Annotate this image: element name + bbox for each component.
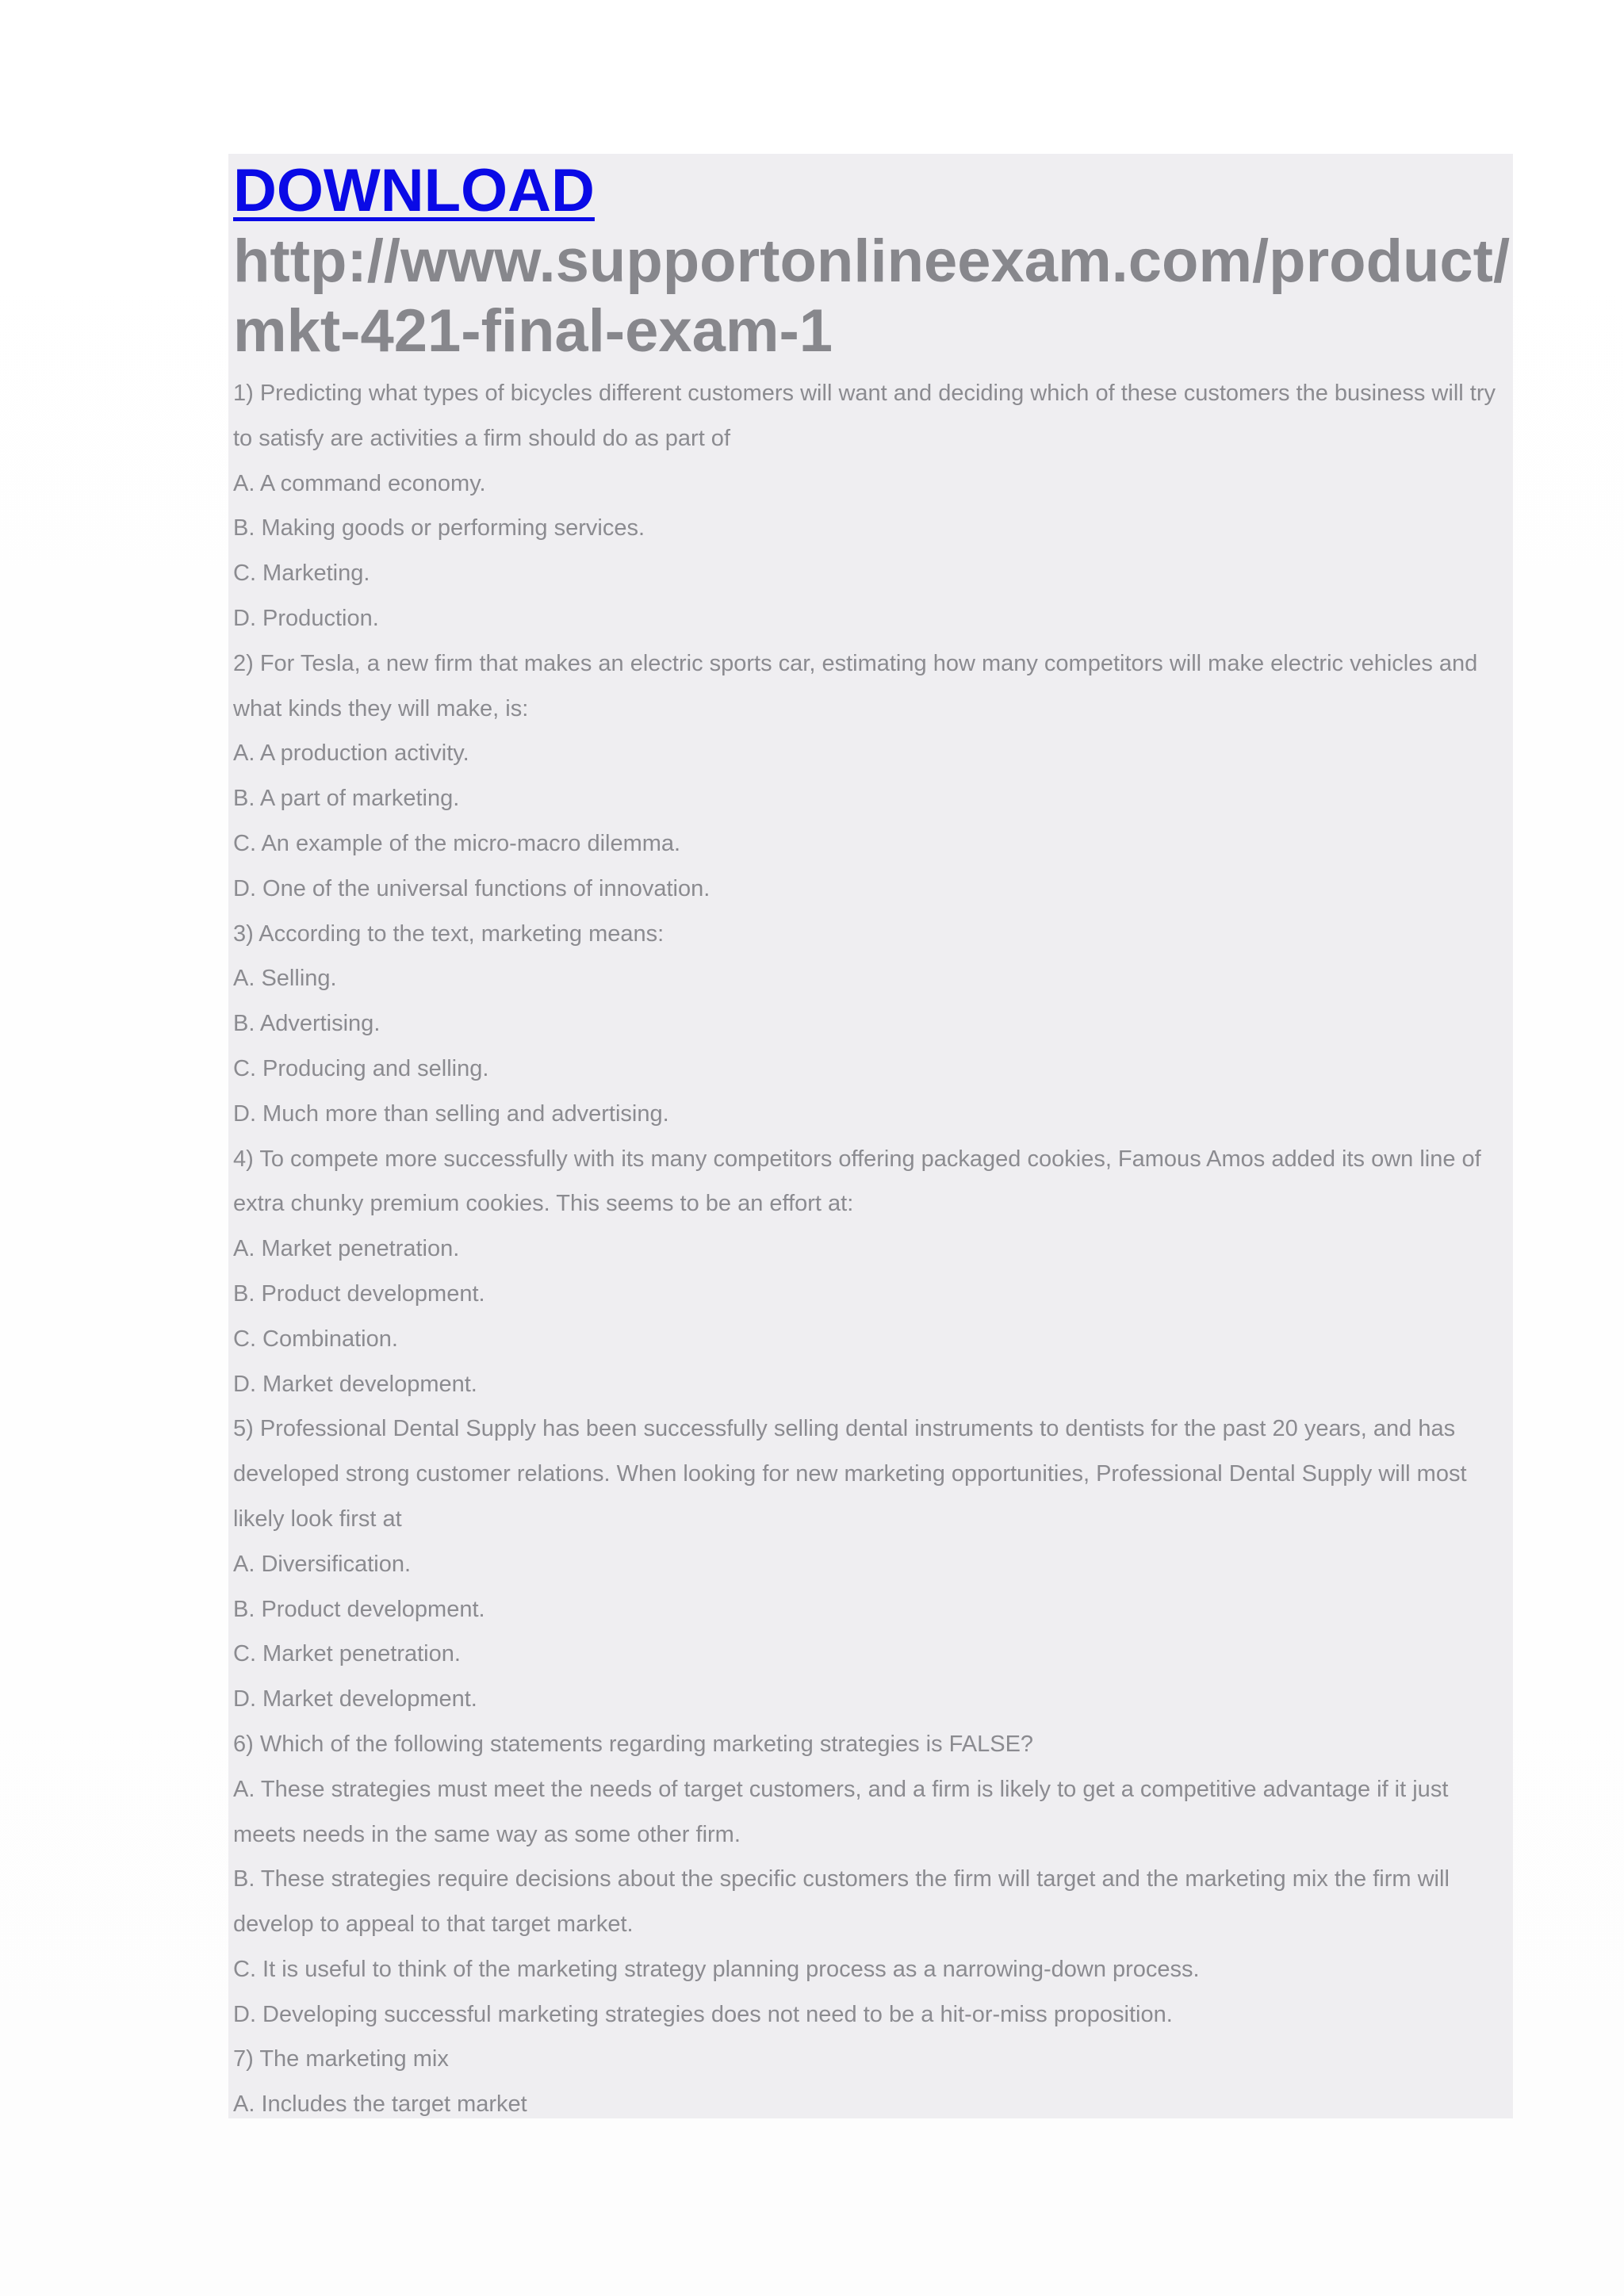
answer-option: D. Market development. [233, 1686, 477, 1712]
question-text: 7) The marketing mix [233, 2046, 449, 2072]
answer-option: D. Much more than selling and advertising. [233, 1100, 669, 1127]
question-text: 5) Professional Dental Supply has been successfully selling dental instruments to dentists for the past 20 years, and has developed strong customer relations. When looking for new marketing opportunities, Professional Dental Supply will most likely look first at [233, 1416, 1467, 1532]
answer-option: B. A part of marketing. [233, 786, 460, 812]
answer-option: B. Product development. [233, 1596, 485, 1622]
answer-option: D. Production. [233, 605, 379, 631]
product-url-line-1: http://www.supportonlineexam.com/product/ [233, 228, 1511, 295]
product-url-title [233, 227, 1511, 366]
answer-option: A. Selling. [233, 966, 337, 992]
answer-option: D. Market development. [233, 1371, 477, 1397]
answer-option: D. Developing successful marketing strategies does not need to be a hit-or-miss proposition. [233, 2001, 1173, 2027]
answer-option: C. An example of the micro-macro dilemma. [233, 830, 681, 856]
product-url-line-2: mkt-421-final-exam-1 [233, 297, 833, 365]
question-6 [233, 1722, 1511, 2038]
document-inner [233, 154, 1511, 2127]
answer-option: B. Product development. [233, 1280, 485, 1307]
question-text: 1) Predicting what types of bicycles different customers will want and deciding which of these customers the business will try to satisfy are activities a firm should do as part of [233, 381, 1496, 451]
answer-option: C. Market penetration. [233, 1641, 461, 1667]
question-5 [233, 1406, 1511, 1722]
answer-option: D. One of the universal functions of innovation. [233, 875, 710, 901]
answer-option: C. Marketing. [233, 561, 370, 587]
question-text: 6) Which of the following statements regarding marketing strategies is FALSE? [233, 1731, 1034, 1757]
question-4 [233, 1137, 1511, 1407]
answer-option: B. These strategies require decisions about the specific customers the firm will target and the marketing mix the firm will develop to appeal to that target market. [233, 1866, 1450, 1938]
question-7 [233, 2037, 1511, 2127]
answer-option: C. Producing and selling. [233, 1055, 489, 1081]
question-1 [233, 371, 1511, 641]
document-content [228, 154, 1513, 2118]
answer-option: A. Includes the target market [233, 2091, 527, 2118]
question-list [233, 371, 1511, 2127]
answer-option: A. A production activity. [233, 740, 469, 767]
answer-option: C. It is useful to think of the marketing strategy planning process as a narrowing-down process. [233, 1956, 1200, 1982]
answer-option: B. Advertising. [233, 1011, 381, 1037]
answer-option: A. A command economy. [233, 470, 486, 496]
answer-option: C. Combination. [233, 1326, 398, 1352]
answer-option: A. Diversification. [233, 1551, 412, 1577]
answer-option: A. These strategies must meet the needs of target customers, and a firm is likely to get a competitive advantage if it just meets needs in the same way as some other firm. [233, 1776, 1449, 1847]
question-text: 4) To compete more successfully with its many competitors offering packaged cookies, Famous Amos added its own line of extra chunky premium cookies. This seems to be an effort at: [233, 1146, 1481, 1217]
question-3 [233, 912, 1511, 1137]
download-link[interactable]: DOWNLOAD [233, 157, 595, 224]
question-text: 2) For Tesla, a new firm that makes an electric sports car, estimating how many competitors will make electric vehicles and what kinds they will make, is: [233, 650, 1478, 721]
question-text: 3) According to the text, marketing means: [233, 920, 665, 947]
answer-option: B. Making goods or performing services. [233, 515, 645, 541]
answer-option: A. Market penetration. [233, 1236, 460, 1262]
question-2 [233, 641, 1511, 912]
